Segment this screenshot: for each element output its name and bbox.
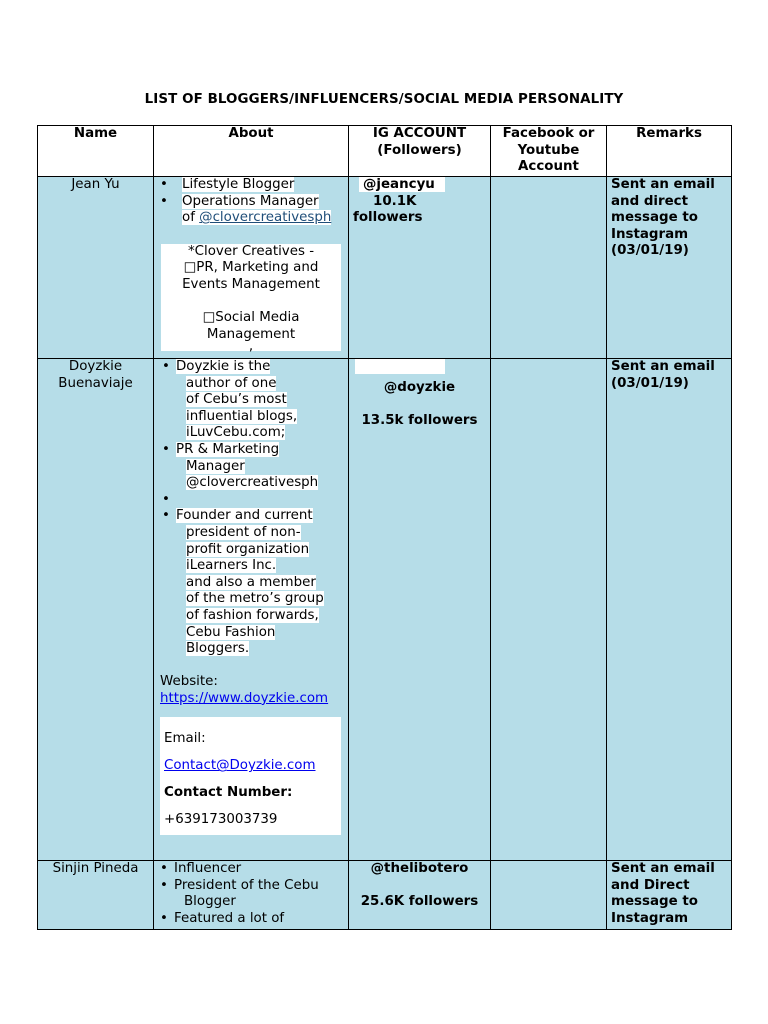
ig-followers-count: 25.6K followers bbox=[360, 894, 479, 910]
cell-ig-account bbox=[349, 861, 491, 930]
ig-handle: @thelibotero bbox=[370, 861, 469, 876]
cell-remarks: Sent an email and direct message to Instagram (03/01/19) bbox=[607, 177, 732, 359]
cell-ig-account bbox=[349, 359, 491, 861]
ig-followers-count: 10.1K bbox=[373, 193, 417, 209]
ig-handle: @doyzkie bbox=[383, 379, 456, 395]
clover-creatives-note: *Clover Creatives - □PR, Marketing and Events Management □Social Media Management , bbox=[161, 244, 341, 352]
website-label: Website: bbox=[160, 674, 218, 690]
header-facebook-youtube: Facebook or Youtube Account bbox=[491, 126, 607, 177]
influencer-table bbox=[37, 125, 732, 930]
cell-about bbox=[154, 359, 349, 861]
cell-name bbox=[38, 861, 154, 930]
list-item: • Influencer bbox=[158, 861, 344, 878]
person-name: Jean Yu bbox=[71, 177, 120, 192]
list-item: • President of the Cebu Blogger bbox=[158, 878, 344, 911]
table-row bbox=[38, 177, 732, 359]
ig-followers-count: 13.5k followers bbox=[361, 412, 478, 428]
cell-about bbox=[154, 177, 349, 359]
table-row bbox=[38, 861, 732, 930]
about-list bbox=[158, 861, 344, 927]
cell-facebook bbox=[491, 177, 607, 359]
cell-about bbox=[154, 861, 349, 930]
contact-number: +639173003739 bbox=[164, 812, 278, 828]
table-row bbox=[38, 359, 732, 861]
header-name: Name bbox=[38, 126, 154, 177]
cell-ig-account bbox=[349, 177, 491, 359]
header-ig-account: IG ACCOUNT (Followers) bbox=[349, 126, 491, 177]
email-link[interactable]: Contact@Doyzkie.com bbox=[164, 758, 316, 774]
cell-name bbox=[38, 177, 154, 359]
ig-handle: @jeancyu bbox=[359, 177, 445, 192]
list-item: • PR & Marketing Manager @clovercreativesph bbox=[160, 442, 344, 492]
cell-name: Doyzkie Buenaviaje bbox=[38, 359, 154, 861]
list-item: • Doyzkie is the author of one of Cebu’s most influential blogs, iLuvCebu.com; bbox=[160, 359, 344, 442]
person-name: Sinjin Pineda bbox=[52, 861, 139, 876]
document-title: LIST OF BLOGGERS/INFLUENCERS/SOCIAL MEDIA PERSONALITY bbox=[144, 92, 624, 107]
ig-followers-label: followers bbox=[353, 210, 423, 226]
table-header-row bbox=[38, 126, 732, 177]
list-item: • Featured a lot of bbox=[158, 911, 344, 928]
about-list bbox=[160, 359, 344, 658]
cell-remarks: Sent an email and Direct message to Instagram bbox=[607, 861, 732, 930]
person-name: Doyzkie bbox=[68, 359, 123, 374]
header-about: About bbox=[154, 126, 349, 177]
contact-box bbox=[160, 717, 341, 835]
contact-number-label: Contact Number: bbox=[164, 785, 293, 801]
email-label: Email: bbox=[164, 731, 206, 747]
cell-facebook bbox=[491, 359, 607, 861]
about-list bbox=[158, 177, 344, 227]
list-item: • Operations Manager of @clovercreativesph bbox=[158, 194, 344, 227]
cell-remarks: Sent an email (03/01/19) bbox=[607, 359, 732, 861]
list-item: • Founder and current president of non- profit organization iLearners Inc. and also a member of the metro’s group of fashion forwards, Cebu Fashion Bloggers. bbox=[160, 508, 344, 657]
cell-facebook bbox=[491, 861, 607, 930]
list-item: • Lifestyle Blogger bbox=[158, 177, 344, 194]
website-link[interactable]: https://www.doyzkie.com bbox=[160, 690, 329, 706]
clovercreatives-link[interactable]: @clovercreativesph bbox=[199, 210, 332, 226]
header-remarks: Remarks bbox=[607, 126, 732, 177]
